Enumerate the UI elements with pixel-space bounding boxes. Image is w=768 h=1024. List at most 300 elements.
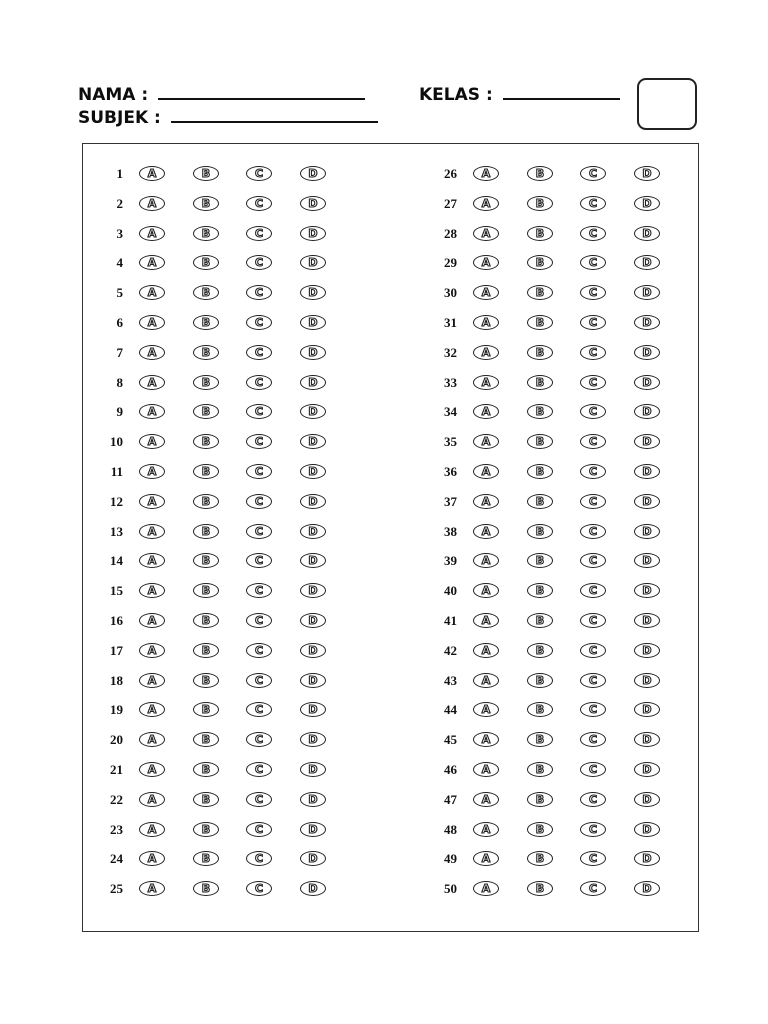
question-number: 2 (116, 195, 123, 211)
question-row (441, 311, 652, 335)
answer-bubble-d[interactable]: D (300, 822, 326, 837)
question-row (107, 251, 318, 275)
answer-bubble-a[interactable]: A (139, 732, 165, 747)
answer-bubble-c[interactable]: C (580, 822, 606, 837)
question-row (107, 669, 318, 693)
question-number: 49 (444, 851, 457, 867)
question-row (441, 371, 652, 395)
question-row (107, 877, 318, 901)
question-row (107, 311, 318, 335)
answer-bubble-b[interactable]: B (527, 494, 553, 509)
answer-bubble-d[interactable]: D (634, 524, 660, 539)
answer-bubble-b[interactable]: B (527, 583, 553, 598)
answer-bubble-c[interactable]: C (580, 494, 606, 509)
answer-bubble-c[interactable]: C (246, 881, 272, 896)
answer-bubble-d[interactable]: D (300, 851, 326, 866)
answer-bubble-b[interactable]: B (193, 553, 219, 568)
question-number: 39 (444, 553, 457, 569)
answer-bubble-a[interactable]: A (139, 822, 165, 837)
question-number: 40 (444, 583, 457, 599)
answer-bubble-c[interactable]: C (246, 375, 272, 390)
answer-bubble-c[interactable]: C (580, 434, 606, 449)
answer-bubble-d[interactable]: D (634, 166, 660, 181)
kelas-label: KELAS : (419, 85, 493, 105)
question-row (107, 460, 318, 484)
answer-bubble-d[interactable]: D (634, 702, 660, 717)
nama-field (78, 84, 365, 105)
nama-label: NAMA : (78, 85, 149, 105)
question-row (441, 877, 652, 901)
answer-bubble-a[interactable]: A (473, 255, 499, 270)
answer-bubble-c[interactable]: C (580, 285, 606, 300)
question-number: 32 (444, 344, 457, 360)
answer-bubble-c[interactable]: C (246, 613, 272, 628)
answer-bubble-a[interactable]: A (473, 762, 499, 777)
answer-bubble-d[interactable]: D (300, 673, 326, 688)
answer-bubble-c[interactable]: C (580, 345, 606, 360)
answer-bubble-b[interactable]: B (193, 375, 219, 390)
question-number: 31 (444, 315, 457, 330)
answer-bubble-d[interactable]: D (634, 881, 660, 896)
answer-bubble-a[interactable]: A (139, 315, 165, 330)
answer-bubble-a[interactable]: A (139, 285, 165, 300)
question-number: 22 (110, 791, 123, 807)
answer-bubble-a[interactable]: A (139, 762, 165, 777)
question-number: 3 (116, 225, 123, 241)
answer-bubble-a[interactable]: A (139, 643, 165, 658)
answer-bubble-d[interactable]: D (634, 613, 660, 628)
question-row (107, 341, 318, 365)
answer-bubble-d[interactable]: D (300, 315, 326, 330)
answer-bubble-a[interactable]: A (139, 613, 165, 628)
question-number: 8 (116, 374, 123, 390)
answer-bubble-a[interactable]: A (139, 583, 165, 598)
answer-bubble-b[interactable]: B (193, 464, 219, 479)
question-number: 41 (444, 613, 457, 628)
answer-bubble-c[interactable]: C (580, 851, 606, 866)
answer-bubble-c[interactable]: C (580, 255, 606, 270)
answer-bubble-c[interactable]: C (580, 226, 606, 241)
question-row (441, 400, 652, 424)
subjek-input-line[interactable] (171, 107, 378, 123)
answer-bubble-d[interactable]: D (300, 345, 326, 360)
answer-bubble-c[interactable]: C (580, 524, 606, 539)
answer-bubble-b[interactable]: B (193, 434, 219, 449)
question-number: 5 (116, 285, 123, 301)
question-row (107, 520, 318, 544)
answer-bubble-c[interactable]: C (246, 404, 272, 419)
answer-bubble-c[interactable]: C (246, 643, 272, 658)
question-number: 28 (444, 225, 457, 241)
answer-bubble-a[interactable]: A (473, 732, 499, 747)
answer-bubble-d[interactable]: D (634, 196, 660, 211)
answer-bubble-a[interactable]: A (473, 375, 499, 390)
answer-bubble-d[interactable]: D (634, 226, 660, 241)
answer-bubble-a[interactable]: A (473, 226, 499, 241)
kelas-input-line[interactable] (503, 84, 620, 100)
question-row (441, 162, 652, 186)
answer-bubble-d[interactable]: D (300, 404, 326, 419)
question-row (441, 669, 652, 693)
question-number: 21 (110, 762, 123, 777)
answer-bubble-d[interactable]: D (300, 702, 326, 717)
answer-bubble-c[interactable]: C (580, 673, 606, 688)
answer-bubble-d[interactable]: D (300, 255, 326, 270)
question-number: 46 (444, 762, 457, 777)
answer-bubble-c[interactable]: C (580, 583, 606, 598)
question-row (441, 520, 652, 544)
question-row (107, 222, 318, 246)
answer-bubble-d[interactable]: D (300, 881, 326, 896)
answer-bubble-a[interactable]: A (473, 881, 499, 896)
answer-bubble-d[interactable]: D (634, 643, 660, 658)
answer-bubble-c[interactable]: C (580, 792, 606, 807)
subjek-field (78, 107, 378, 128)
answer-bubble-a[interactable]: A (139, 166, 165, 181)
answer-bubble-b[interactable]: B (527, 822, 553, 837)
question-number: 1 (116, 166, 123, 181)
answer-bubble-d[interactable]: D (634, 822, 660, 837)
answer-bubble-b[interactable]: B (193, 822, 219, 837)
answer-bubble-b[interactable]: B (193, 315, 219, 330)
answer-bubble-c[interactable]: C (580, 404, 606, 419)
answer-bubble-b[interactable]: B (527, 226, 553, 241)
answer-bubble-b[interactable]: B (193, 702, 219, 717)
answer-bubble-b[interactable]: B (193, 196, 219, 211)
question-row (107, 430, 318, 454)
answer-bubble-c[interactable]: C (580, 643, 606, 658)
answer-bubble-b[interactable]: B (193, 762, 219, 777)
question-number: 27 (444, 195, 457, 211)
answer-bubble-d[interactable]: D (300, 553, 326, 568)
answer-bubble-b[interactable]: B (193, 643, 219, 658)
answer-bubble-a[interactable]: A (473, 285, 499, 300)
question-number: 38 (444, 523, 457, 539)
answer-bubble-a[interactable]: A (473, 315, 499, 330)
question-row (107, 162, 318, 186)
question-number: 6 (116, 315, 123, 330)
answer-bubble-c[interactable]: C (246, 673, 272, 688)
question-row (107, 758, 318, 782)
answer-bubble-b[interactable]: B (193, 524, 219, 539)
score-box (637, 78, 697, 130)
question-row (441, 222, 652, 246)
answer-bubble-d[interactable]: D (634, 315, 660, 330)
answer-bubble-b[interactable]: B (193, 494, 219, 509)
answer-bubble-a[interactable]: A (139, 464, 165, 479)
answer-bubble-b[interactable]: B (527, 702, 553, 717)
answer-bubble-d[interactable]: D (634, 464, 660, 479)
answer-bubble-c[interactable]: C (580, 553, 606, 568)
answer-bubble-d[interactable]: D (634, 732, 660, 747)
question-number: 16 (110, 613, 123, 628)
answer-bubble-c[interactable]: C (580, 464, 606, 479)
answer-bubble-a[interactable]: A (473, 702, 499, 717)
answer-bubble-b[interactable]: B (527, 851, 553, 866)
answer-bubble-b[interactable]: B (527, 613, 553, 628)
question-number: 47 (444, 791, 457, 807)
answer-bubble-d[interactable]: D (634, 673, 660, 688)
question-number: 43 (444, 672, 457, 688)
question-number: 13 (110, 523, 123, 539)
question-row (107, 818, 318, 842)
answer-bubble-d[interactable]: D (300, 732, 326, 747)
answer-bubble-c[interactable]: C (246, 226, 272, 241)
answer-bubble-b[interactable]: B (527, 375, 553, 390)
question-row (107, 549, 318, 573)
answer-bubble-c[interactable]: C (246, 166, 272, 181)
answer-bubble-b[interactable]: B (527, 762, 553, 777)
answer-bubble-b[interactable]: B (193, 732, 219, 747)
answer-bubble-b[interactable]: B (527, 166, 553, 181)
answer-bubble-a[interactable]: A (473, 434, 499, 449)
answer-bubble-a[interactable]: A (473, 345, 499, 360)
question-number: 20 (110, 732, 123, 748)
answer-bubble-b[interactable]: B (527, 673, 553, 688)
question-row (441, 251, 652, 275)
answer-bubble-b[interactable]: B (193, 345, 219, 360)
answer-bubble-b[interactable]: B (527, 285, 553, 300)
answer-bubble-d[interactable]: D (300, 285, 326, 300)
answer-bubble-d[interactable]: D (300, 524, 326, 539)
answer-bubble-a[interactable]: A (139, 494, 165, 509)
answer-bubble-d[interactable]: D (300, 196, 326, 211)
answer-bubble-a[interactable]: A (473, 673, 499, 688)
question-number: 24 (110, 851, 123, 867)
answer-bubble-a[interactable]: A (139, 255, 165, 270)
answer-bubble-c[interactable]: C (580, 732, 606, 747)
answer-bubble-a[interactable]: A (139, 196, 165, 211)
question-number: 37 (444, 493, 457, 509)
question-row (441, 847, 652, 871)
question-number: 12 (110, 493, 123, 509)
answer-bubble-b[interactable]: B (527, 792, 553, 807)
answer-bubble-a[interactable]: A (473, 166, 499, 181)
answer-bubble-d[interactable]: D (634, 345, 660, 360)
question-row (107, 192, 318, 216)
answer-bubble-b[interactable]: B (193, 166, 219, 181)
question-number: 29 (444, 255, 457, 271)
question-number: 11 (110, 464, 123, 479)
question-number: 42 (444, 642, 457, 658)
answer-bubble-a[interactable]: A (139, 375, 165, 390)
question-number: 19 (110, 702, 123, 718)
answer-bubble-c[interactable]: C (580, 196, 606, 211)
question-number: 25 (110, 881, 123, 897)
answer-bubble-b[interactable]: B (527, 196, 553, 211)
answer-bubble-b[interactable]: B (527, 464, 553, 479)
answer-bubble-c[interactable]: C (246, 851, 272, 866)
answer-bubble-b[interactable]: B (527, 732, 553, 747)
answer-bubble-b[interactable]: B (193, 792, 219, 807)
answer-bubble-c[interactable]: C (246, 732, 272, 747)
answer-bubble-a[interactable]: A (473, 524, 499, 539)
answer-bubble-a[interactable]: A (473, 553, 499, 568)
answer-bubble-a[interactable]: A (473, 643, 499, 658)
answer-bubble-d[interactable]: D (300, 375, 326, 390)
answer-bubble-b[interactable]: B (527, 315, 553, 330)
answer-bubble-d[interactable]: D (300, 494, 326, 509)
answer-bubble-a[interactable]: A (139, 524, 165, 539)
answer-bubble-d[interactable]: D (300, 792, 326, 807)
answer-bubble-c[interactable]: C (580, 881, 606, 896)
answer-bubble-c[interactable]: C (246, 583, 272, 598)
question-row (441, 430, 652, 454)
answer-bubble-d[interactable]: D (634, 404, 660, 419)
answer-bubble-a[interactable]: A (139, 404, 165, 419)
answer-bubble-d[interactable]: D (300, 583, 326, 598)
question-row (441, 758, 652, 782)
answer-bubble-b[interactable]: B (527, 345, 553, 360)
answer-bubble-c[interactable]: C (246, 762, 272, 777)
answer-bubble-c[interactable]: C (580, 315, 606, 330)
answer-bubble-c[interactable]: C (246, 494, 272, 509)
answer-bubble-a[interactable]: A (473, 583, 499, 598)
answer-bubble-c[interactable]: C (246, 524, 272, 539)
answer-bubble-a[interactable]: A (473, 196, 499, 211)
answer-bubble-c[interactable]: C (580, 702, 606, 717)
answer-bubble-b[interactable]: B (527, 881, 553, 896)
answer-bubble-b[interactable]: B (193, 255, 219, 270)
answer-bubble-c[interactable]: C (246, 434, 272, 449)
answer-bubble-a[interactable]: A (473, 792, 499, 807)
answer-bubble-b[interactable]: B (193, 285, 219, 300)
kelas-field (419, 84, 620, 105)
answer-bubble-b[interactable]: B (193, 613, 219, 628)
answer-bubble-b[interactable]: B (527, 404, 553, 419)
answer-bubble-c[interactable]: C (580, 762, 606, 777)
answer-bubble-c[interactable]: C (580, 375, 606, 390)
answer-bubble-a[interactable]: A (139, 792, 165, 807)
answer-bubble-c[interactable]: C (246, 345, 272, 360)
question-number: 17 (110, 642, 123, 658)
question-number: 23 (110, 821, 123, 837)
answer-bubble-d[interactable]: D (634, 851, 660, 866)
answer-bubble-c[interactable]: C (246, 822, 272, 837)
question-row (107, 728, 318, 752)
answer-bubble-a[interactable]: A (139, 345, 165, 360)
answer-bubble-d[interactable]: D (300, 226, 326, 241)
question-number: 44 (444, 702, 457, 718)
answer-bubble-b[interactable]: B (527, 434, 553, 449)
answer-bubble-c[interactable]: C (580, 613, 606, 628)
question-number: 45 (444, 732, 457, 748)
question-number: 50 (444, 881, 457, 897)
answer-bubble-d[interactable]: D (300, 643, 326, 658)
question-row (107, 371, 318, 395)
answer-bubble-a[interactable]: A (473, 613, 499, 628)
question-row (107, 400, 318, 424)
answer-bubble-a[interactable]: A (473, 822, 499, 837)
answer-bubble-d[interactable]: D (634, 375, 660, 390)
answer-bubble-a[interactable]: A (473, 851, 499, 866)
question-row (441, 818, 652, 842)
answer-bubble-d[interactable]: D (634, 285, 660, 300)
question-row (441, 460, 652, 484)
question-row (441, 579, 652, 603)
answer-bubble-b[interactable]: B (527, 524, 553, 539)
question-row (441, 192, 652, 216)
answer-bubble-b[interactable]: B (193, 226, 219, 241)
question-row (441, 728, 652, 752)
answer-bubble-b[interactable]: B (193, 851, 219, 866)
answer-bubble-a[interactable]: A (139, 702, 165, 717)
answer-bubble-a[interactable]: A (139, 553, 165, 568)
question-number: 34 (444, 404, 457, 420)
question-row (441, 609, 652, 633)
answer-bubble-b[interactable]: B (527, 553, 553, 568)
answer-bubble-a[interactable]: A (473, 464, 499, 479)
answer-bubble-b[interactable]: B (193, 583, 219, 598)
answer-bubble-a[interactable]: A (139, 434, 165, 449)
question-number: 33 (444, 374, 457, 390)
answer-bubble-b[interactable]: B (193, 673, 219, 688)
answer-bubble-c[interactable]: C (580, 166, 606, 181)
answer-bubble-d[interactable]: D (300, 613, 326, 628)
answer-bubble-b[interactable]: B (527, 255, 553, 270)
question-row (107, 847, 318, 871)
answer-bubble-a[interactable]: A (473, 404, 499, 419)
answer-bubble-d[interactable]: D (634, 792, 660, 807)
answer-bubble-c[interactable]: C (246, 553, 272, 568)
answer-bubble-a[interactable]: A (139, 851, 165, 866)
answer-bubble-d[interactable]: D (300, 762, 326, 777)
question-number: 35 (444, 434, 457, 450)
question-number: 30 (444, 285, 457, 301)
answer-bubble-d[interactable]: D (300, 166, 326, 181)
answer-bubble-c[interactable]: C (246, 285, 272, 300)
question-number: 48 (444, 821, 457, 837)
answer-bubble-a[interactable]: A (139, 226, 165, 241)
answer-bubble-a[interactable]: A (139, 881, 165, 896)
question-number: 4 (116, 255, 123, 271)
question-row (107, 579, 318, 603)
answer-bubble-d[interactable]: D (634, 583, 660, 598)
question-row (441, 549, 652, 573)
subjek-label: SUBJEK : (78, 108, 161, 128)
answer-bubble-b[interactable]: B (193, 881, 219, 896)
question-number: 7 (116, 344, 123, 360)
answer-bubble-d[interactable]: D (634, 434, 660, 449)
nama-input-line[interactable] (158, 84, 365, 100)
question-row (441, 788, 652, 812)
question-row (107, 281, 318, 305)
answer-bubble-c[interactable]: C (246, 196, 272, 211)
answer-bubble-d[interactable]: D (634, 762, 660, 777)
answer-bubble-c[interactable]: C (246, 792, 272, 807)
answer-bubble-a[interactable]: A (139, 673, 165, 688)
answer-bubble-d[interactable]: D (634, 494, 660, 509)
question-row (441, 341, 652, 365)
answer-bubble-d[interactable]: D (300, 464, 326, 479)
question-row (441, 490, 652, 514)
question-row (107, 698, 318, 722)
answer-bubble-a[interactable]: A (473, 494, 499, 509)
answer-bubble-b[interactable]: B (527, 643, 553, 658)
question-number: 14 (110, 553, 123, 569)
question-number: 10 (110, 434, 123, 450)
answer-bubble-c[interactable]: C (246, 702, 272, 717)
question-number: 9 (116, 404, 123, 420)
answer-bubble-d[interactable]: D (634, 255, 660, 270)
answer-bubble-d[interactable]: D (634, 553, 660, 568)
answer-bubble-c[interactable]: C (246, 255, 272, 270)
answer-bubble-c[interactable]: C (246, 315, 272, 330)
answer-bubble-d[interactable]: D (300, 434, 326, 449)
answer-bubble-c[interactable]: C (246, 464, 272, 479)
answer-bubble-b[interactable]: B (193, 404, 219, 419)
question-row (441, 698, 652, 722)
